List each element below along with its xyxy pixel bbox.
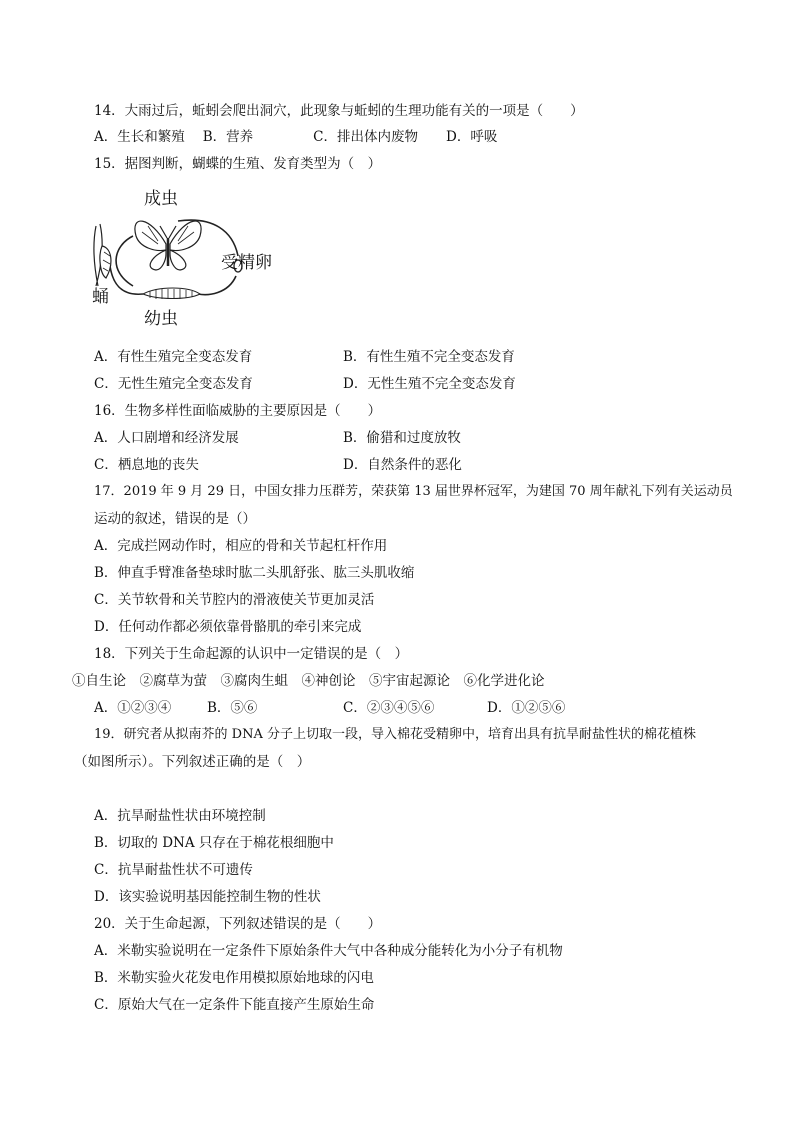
butterfly-icon [135, 221, 201, 270]
q17-option-a[interactable]: A．完成拦网动作时，相应的骨和关节起杠杆作用 [94, 538, 388, 554]
q15-option-b[interactable]: B．有性生殖不完全变态发育 [343, 349, 515, 365]
label-pupa: 蛹 [92, 287, 109, 307]
question-19-stem-line2: （如图所示）。下列叙述正确的是（ ） [74, 754, 311, 770]
larva-icon [143, 288, 200, 299]
arrow-egg-to-larva [198, 276, 236, 295]
q14-option-b[interactable]: B．营养 [202, 129, 254, 145]
q18-option-c[interactable]: C．②③④⑤⑥ [343, 700, 435, 716]
q14-option-c[interactable]: C．排出体内废物 [313, 129, 419, 145]
q15-option-c[interactable]: C．无性生殖完全变态发育 [94, 376, 253, 392]
q20-option-c[interactable]: C．原始大气在一定条件下能直接产生原始生命 [94, 997, 375, 1013]
q15-option-a[interactable]: A．有性生殖完全变态发育 [94, 349, 253, 365]
label-adult: 成虫 [144, 189, 178, 209]
q16-option-c[interactable]: C．栖息地的丧失 [94, 457, 199, 473]
question-14-stem: 14．大雨过后，蚯蚓会爬出洞穴，此现象与蚯蚓的生理功能有关的一项是（ ） [94, 103, 584, 119]
pupa-icon [94, 224, 111, 286]
question-19-stem-line1: 19．研究者从拟南芥的 DNA 分子上切取一段，导入棉花受精卵中，培育出具有抗旱耐盐性状的棉花植株 [94, 727, 696, 742]
q18-option-b[interactable]: B．⑤⑥ [207, 700, 258, 716]
q19-option-d[interactable]: D．该实验说明基因能控制生物的性状 [94, 889, 321, 905]
q14-option-d[interactable]: D．呼吸 [446, 129, 498, 145]
question-20-stem: 20．关于生命起源，下列叙述错误的是（ ） [94, 916, 382, 932]
q19-option-c[interactable]: C．抗旱耐盐性状不可遗传 [94, 862, 253, 878]
q17-option-d[interactable]: D．任何动作都必须依靠骨骼肌的牵引来完成 [94, 619, 362, 635]
q15-option-d[interactable]: D．无性生殖不完全变态发育 [343, 376, 516, 392]
question-17-stem-line1: 17．2019 年 9 月 29 日，中国女排力压群芳，荣获第 13 届世界杯冠军，为建国 70 周年献礼下列有关运动员 [94, 484, 733, 499]
q19-option-b[interactable]: B．切取的 DNA 只存在于棉花根细胞中 [94, 835, 334, 851]
question-14-options [94, 128, 497, 146]
question-18-stem: 18．下列关于生命起源的认识中一定错误的是（ ） [94, 646, 409, 662]
q14-option-a[interactable]: A．生长和繁殖 [94, 129, 185, 145]
arrow-larva-to-pupa [110, 266, 143, 294]
q17-option-c[interactable]: C．关节软骨和关节腔内的滑液使关节更加灵活 [94, 592, 375, 608]
q16-option-a[interactable]: A．人口剧增和经济发展 [94, 430, 239, 446]
q17-option-b[interactable]: B．伸直手臂准备垫球时肱二头肌舒张、肱三头肌收缩 [94, 565, 415, 581]
q16-option-d[interactable]: D．自然条件的恶化 [343, 457, 462, 473]
label-fertilized-egg: 受精卵 [221, 253, 272, 273]
question-17-stem-line2: 运动的叙述，错误的是（） [94, 511, 256, 527]
q19-option-a[interactable]: A．抗旱耐盐性状由环境控制 [94, 808, 266, 824]
q20-option-b[interactable]: B．米勒实验火花发电作用模拟原始地球的闪电 [94, 970, 374, 986]
question-15-stem: 15．据图判断，蝴蝶的生殖、发育类型为（ ） [94, 156, 382, 172]
q20-option-a[interactable]: A．米勒实验说明在一定条件下原始条件大气中各种成分能转化为小分子有机物 [94, 943, 563, 959]
butterfly-lifecycle-figure [78, 186, 298, 331]
label-larva: 幼虫 [144, 309, 178, 329]
q18-option-d[interactable]: D．①②⑤⑥ [487, 700, 566, 716]
arrow-adult-to-pupa [116, 236, 133, 286]
q18-statements: ①自生论 ②腐草为萤 ③腐肉生蛆 ④神创论 ⑤宇宙起源论 ⑥化学进化论 [72, 673, 545, 689]
question-16-stem: 16．生物多样性面临威胁的主要原因是（ ） [94, 403, 382, 419]
q16-option-b[interactable]: B．偷猎和过度放牧 [343, 430, 461, 446]
q18-option-a[interactable]: A．①②③④ [94, 700, 172, 716]
